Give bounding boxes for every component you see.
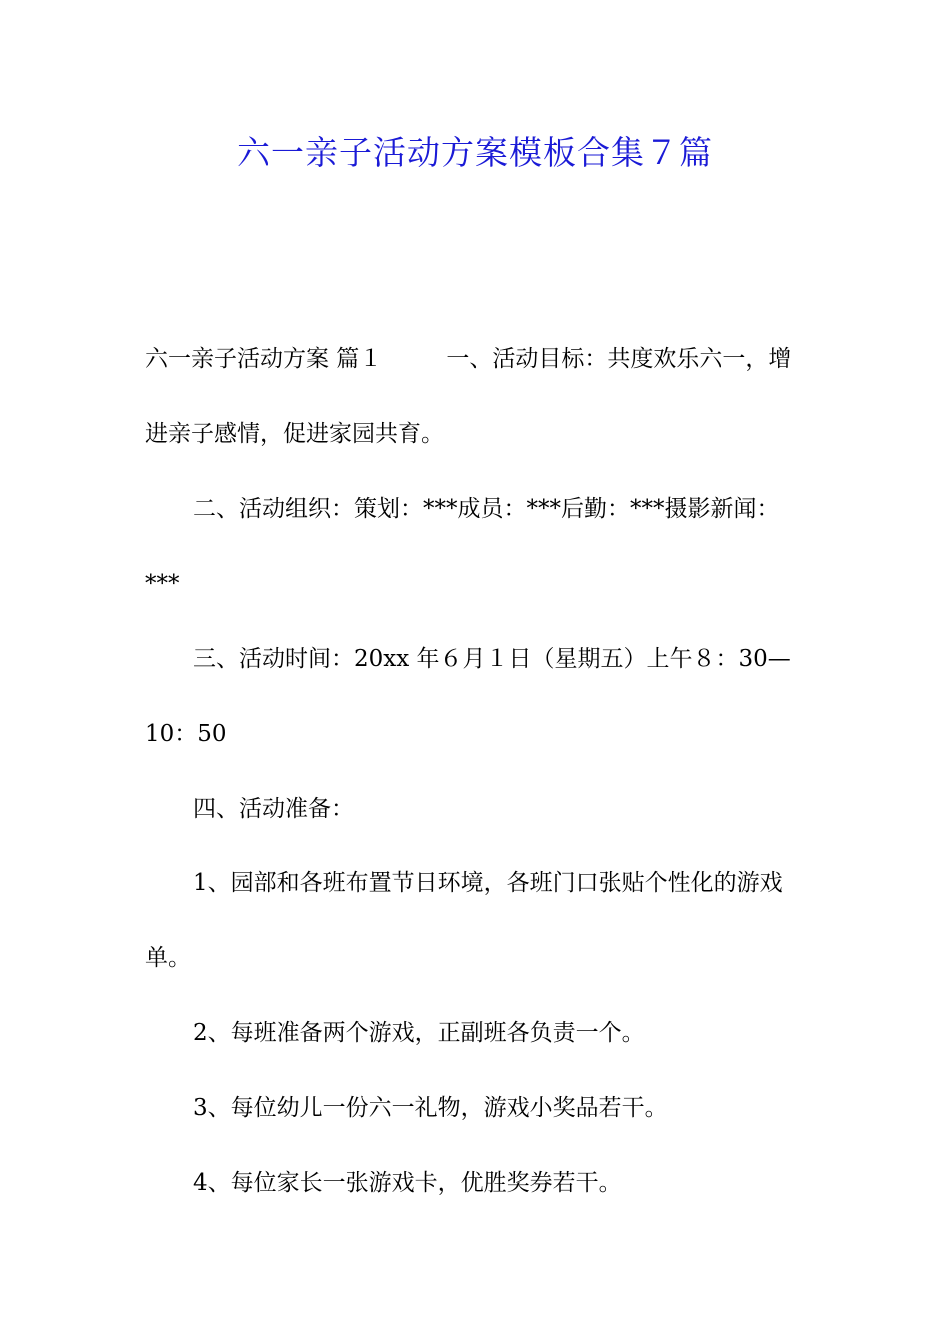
paragraph-line-8: 1、园部和各班布置节日环境，各班门口张贴个性化的游戏: [193, 870, 783, 896]
paragraph-line-4: ***: [145, 571, 180, 597]
paragraph-line-10: 2、每班准备两个游戏，正副班各负责一个。: [193, 1020, 645, 1046]
section-heading: 六一亲子活动方案 篇１: [145, 346, 383, 372]
document-title: 六一亲子活动方案模板合集７篇: [237, 133, 713, 172]
paragraph-line-9: 单。: [145, 945, 191, 971]
paragraph-line-5: 三、活动时间：20xx 年６月１日（星期五）上午８：30—: [193, 646, 791, 672]
paragraph-line-1: [145, 341, 791, 377]
paragraph-line-7: 四、活动准备：: [193, 796, 354, 822]
paragraph-line-12: 4、每位家长一张游戏卡，优胜奖券若干。: [193, 1170, 622, 1196]
paragraph-line-11: 3、每位幼儿一份六一礼物，游戏小奖品若干。: [193, 1095, 668, 1121]
paragraph-text: 一、活动目标：共度欢乐六一，增: [446, 346, 792, 372]
paragraph-line-2: 进亲子感情，促进家园共育。: [145, 421, 444, 447]
paragraph-line-3: 二、活动组织：策划：***成员：***后勤：***摄影新闻：: [193, 496, 780, 522]
paragraph-line-6: 10：50: [145, 721, 227, 747]
